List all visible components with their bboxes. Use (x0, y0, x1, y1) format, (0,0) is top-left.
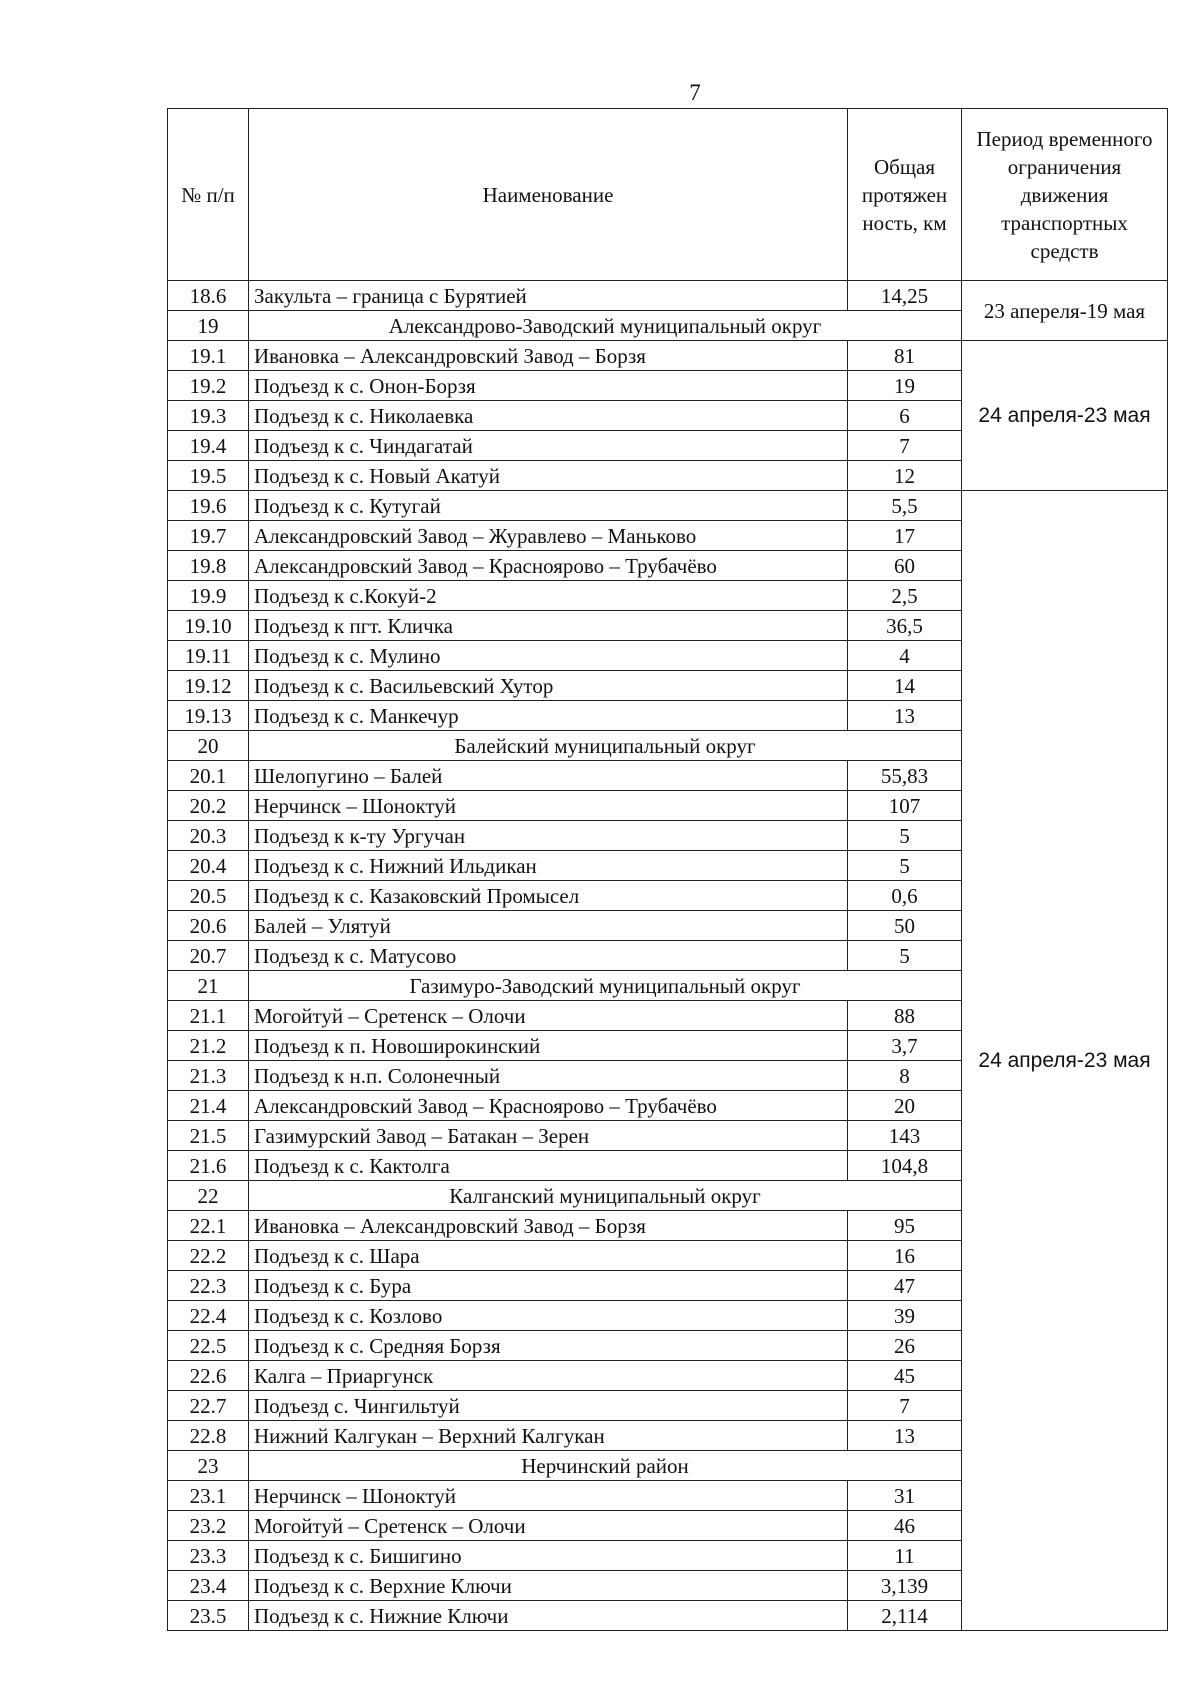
road-length: 50 (848, 911, 962, 941)
row-number: 21.4 (168, 1091, 249, 1121)
road-length: 47 (848, 1271, 962, 1301)
road-name: Подъезд с. Чингильтуй (249, 1391, 848, 1421)
row-number: 20.7 (168, 941, 249, 971)
road-length: 2,5 (848, 581, 962, 611)
road-name: Подъезд к с. Васильевский Хутор (249, 671, 848, 701)
road-length: 60 (848, 551, 962, 581)
road-name: Подъезд к с. Манкечур (249, 701, 848, 731)
header-number: № п/п (168, 109, 249, 281)
road-length: 6 (848, 401, 962, 431)
road-name: Александровский Завод – Красноярово – Трубачёво (249, 1091, 848, 1121)
row-number: 22.1 (168, 1211, 249, 1241)
road-name: Подъезд к с. Казаковский Промысел (249, 881, 848, 911)
group-name: Нерчинский район (249, 1451, 962, 1481)
road-length: 5,5 (848, 491, 962, 521)
road-length: 16 (848, 1241, 962, 1271)
row-number: 19.5 (168, 461, 249, 491)
row-number: 21 (168, 971, 249, 1001)
road-name: Нерчинск – Шоноктуй (249, 791, 848, 821)
road-length: 13 (848, 701, 962, 731)
road-length: 46 (848, 1511, 962, 1541)
road-length: 143 (848, 1121, 962, 1151)
row-number: 19.6 (168, 491, 249, 521)
road-name: Подъезд к н.п. Солонечный (249, 1061, 848, 1091)
row-number: 22 (168, 1181, 249, 1211)
row-number: 23.5 (168, 1601, 249, 1631)
row-number: 23 (168, 1451, 249, 1481)
road-length: 4 (848, 641, 962, 671)
page-number: 7 (689, 80, 701, 105)
road-name: Подъезд к с. Николаевка (249, 401, 848, 431)
row-number: 23.1 (168, 1481, 249, 1511)
row-number: 23.4 (168, 1571, 249, 1601)
road-name: Газимурский Завод – Батакан – Зерен (249, 1121, 848, 1151)
road-name: Подъезд к с. Средняя Борзя (249, 1331, 848, 1361)
road-length: 2,114 (848, 1601, 962, 1631)
header-length: Общая протяжен ность, км (848, 109, 962, 281)
row-number: 21.5 (168, 1121, 249, 1151)
road-name: Закульта – граница с Бурятией (249, 281, 848, 311)
row-number: 22.4 (168, 1301, 249, 1331)
restriction-period: 24 апреля-23 мая (962, 341, 1168, 491)
road-length: 5 (848, 821, 962, 851)
road-name: Подъезд к с. Нижний Ильдикан (249, 851, 848, 881)
row-number: 21.3 (168, 1061, 249, 1091)
row-number: 20.5 (168, 881, 249, 911)
road-name: Подъезд к с. Бура (249, 1271, 848, 1301)
road-name: Подъезд к п. Новоширокинский (249, 1031, 848, 1061)
road-restriction-table (167, 108, 1168, 1631)
road-length: 17 (848, 521, 962, 551)
row-number: 19.2 (168, 371, 249, 401)
road-length: 26 (848, 1331, 962, 1361)
road-name: Александровский Завод – Красноярово – Трубачёво (249, 551, 848, 581)
table-row (168, 341, 1168, 371)
road-length: 7 (848, 1391, 962, 1421)
road-length: 104,8 (848, 1151, 962, 1181)
road-name: Подъезд к с. Матусово (249, 941, 848, 971)
road-length: 5 (848, 851, 962, 881)
row-number: 22.6 (168, 1361, 249, 1391)
road-length: 7 (848, 431, 962, 461)
row-number: 20.2 (168, 791, 249, 821)
row-number: 23.2 (168, 1511, 249, 1541)
row-number: 22.7 (168, 1391, 249, 1421)
road-name: Подъезд к к-ту Ургучан (249, 821, 848, 851)
row-number: 19 (168, 311, 249, 341)
row-number: 20.3 (168, 821, 249, 851)
road-length: 8 (848, 1061, 962, 1091)
row-number: 22.5 (168, 1331, 249, 1361)
road-name: Подъезд к с. Кактолга (249, 1151, 848, 1181)
road-name: Подъезд к с.Кокуй-2 (249, 581, 848, 611)
road-name: Ивановка – Александровский Завод – Борзя (249, 1211, 848, 1241)
road-name: Подъезд к пгт. Кличка (249, 611, 848, 641)
row-number: 21.2 (168, 1031, 249, 1061)
group-name: Балейский муниципальный округ (249, 731, 962, 761)
road-name: Могойтуй – Сретенск – Олочи (249, 1511, 848, 1541)
road-length: 14 (848, 671, 962, 701)
road-length: 3,7 (848, 1031, 962, 1061)
row-number: 23.3 (168, 1541, 249, 1571)
table-header-row (168, 109, 1168, 281)
header-name: Наименование (249, 109, 848, 281)
row-number: 19.7 (168, 521, 249, 551)
row-number: 20.6 (168, 911, 249, 941)
group-name: Газимуро-Заводский муниципальный округ (249, 971, 962, 1001)
road-length: 13 (848, 1421, 962, 1451)
road-name: Подъезд к с. Верхние Ключи (249, 1571, 848, 1601)
row-number: 21.1 (168, 1001, 249, 1031)
road-name: Александровский Завод – Журавлево – Маньково (249, 521, 848, 551)
row-number: 19.10 (168, 611, 249, 641)
road-name: Подъезд к с. Онон-Борзя (249, 371, 848, 401)
restriction-period: 23 апереля-19 мая (962, 281, 1168, 341)
road-name: Нерчинск – Шоноктуй (249, 1481, 848, 1511)
road-length: 31 (848, 1481, 962, 1511)
road-name: Балей – Улятуй (249, 911, 848, 941)
row-number: 19.4 (168, 431, 249, 461)
road-name: Шелопугино – Балей (249, 761, 848, 791)
road-length: 3,139 (848, 1571, 962, 1601)
row-number: 19.1 (168, 341, 249, 371)
road-length: 19 (848, 371, 962, 401)
road-length: 12 (848, 461, 962, 491)
row-number: 20.4 (168, 851, 249, 881)
road-name: Калга – Приаргунск (249, 1361, 848, 1391)
road-name: Подъезд к с. Шара (249, 1241, 848, 1271)
row-number: 18.6 (168, 281, 249, 311)
row-number: 19.13 (168, 701, 249, 731)
table-row (168, 281, 1168, 311)
road-length: 11 (848, 1541, 962, 1571)
road-length: 95 (848, 1211, 962, 1241)
road-length: 5 (848, 941, 962, 971)
table-row (168, 491, 1168, 521)
road-length: 55,83 (848, 761, 962, 791)
road-length: 107 (848, 791, 962, 821)
road-length: 45 (848, 1361, 962, 1391)
table-body (168, 281, 1168, 1631)
row-number: 22.8 (168, 1421, 249, 1451)
row-number: 21.6 (168, 1151, 249, 1181)
restriction-period: 24 апреля-23 мая (962, 491, 1168, 1631)
row-number: 19.11 (168, 641, 249, 671)
road-length: 39 (848, 1301, 962, 1331)
row-number: 19.9 (168, 581, 249, 611)
road-length: 81 (848, 341, 962, 371)
road-length: 0,6 (848, 881, 962, 911)
road-length: 36,5 (848, 611, 962, 641)
road-name: Ивановка – Александровский Завод – Борзя (249, 341, 848, 371)
header-period: Период временного ограничения движения транспортных средств (962, 109, 1168, 281)
road-name: Подъезд к с. Кутугай (249, 491, 848, 521)
road-name: Подъезд к с. Нижние Ключи (249, 1601, 848, 1631)
road-name: Подъезд к с. Мулино (249, 641, 848, 671)
road-length: 14,25 (848, 281, 962, 311)
row-number: 19.8 (168, 551, 249, 581)
row-number: 19.12 (168, 671, 249, 701)
road-name: Подъезд к с. Новый Акатуй (249, 461, 848, 491)
group-name: Александрово-Заводский муниципальный округ (249, 311, 962, 341)
row-number: 20 (168, 731, 249, 761)
row-number: 20.1 (168, 761, 249, 791)
road-name: Подъезд к с. Чиндагатай (249, 431, 848, 461)
group-name: Калганский муниципальный округ (249, 1181, 962, 1211)
road-name: Нижний Калгукан – Верхний Калгукан (249, 1421, 848, 1451)
road-length: 88 (848, 1001, 962, 1031)
row-number: 22.2 (168, 1241, 249, 1271)
road-length: 20 (848, 1091, 962, 1121)
row-number: 19.3 (168, 401, 249, 431)
road-name: Могойтуй – Сретенск – Олочи (249, 1001, 848, 1031)
road-name: Подъезд к с. Бишигино (249, 1541, 848, 1571)
row-number: 22.3 (168, 1271, 249, 1301)
road-name: Подъезд к с. Козлово (249, 1301, 848, 1331)
